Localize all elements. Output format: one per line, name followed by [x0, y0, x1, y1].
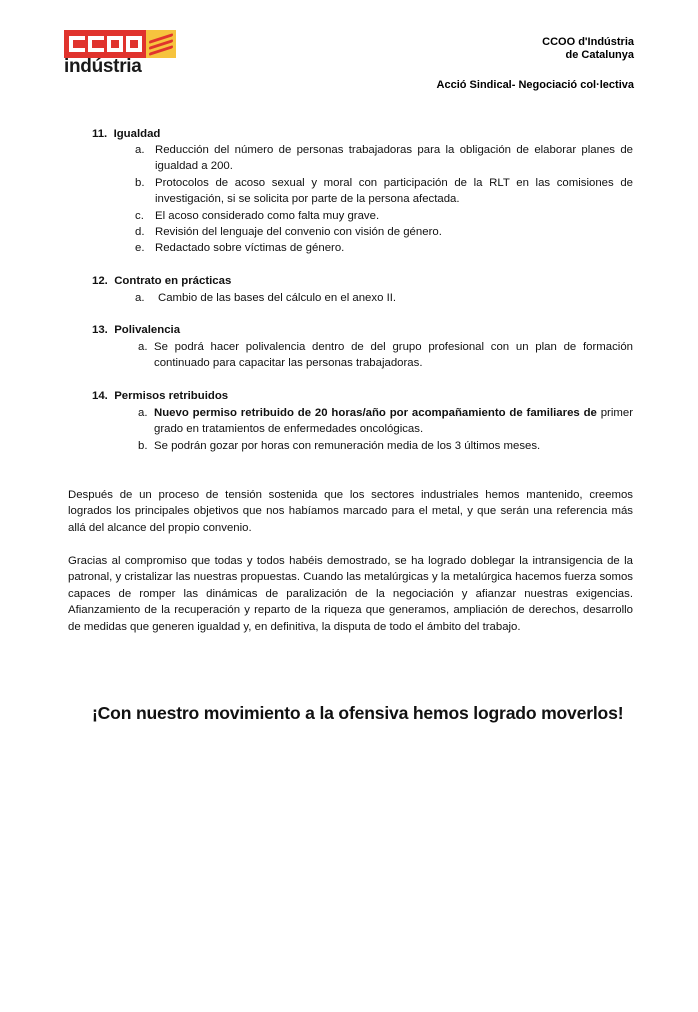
- item-label: d.: [135, 226, 145, 238]
- section-title: [92, 322, 180, 338]
- list-item: [135, 142, 633, 175]
- section-number: 13.: [92, 324, 108, 336]
- section-title: [92, 388, 228, 404]
- list-item: [138, 405, 633, 438]
- closing-paragraph: Después de un proceso de tensión sostenida que los sectores industriales hemos mantenido, creemos logrados los principales objetivos que nos habíamos marcado para el metal, y que serán una referencia más allá del alcance del propio convenio.: [68, 489, 633, 534]
- item-text: Cambio de las bases del cálculo en el anexo II.: [158, 292, 397, 304]
- logo-letter-c: [69, 36, 85, 52]
- item-label: a.: [135, 144, 145, 156]
- slogan: ¡Con nuestro movimiento a la ofensiva hemos logrado moverlos!: [92, 703, 624, 723]
- logo-ccoo-block: [64, 30, 146, 58]
- logo-letter-o: [107, 36, 123, 52]
- section-heading: Contrato en prácticas: [114, 275, 232, 287]
- list-item: [138, 438, 633, 454]
- item-text: Se podrá hacer polivalencia dentro de del grupo profesional con un plan de formación continuado para capacitar las personas trabajadoras.: [154, 341, 633, 370]
- section-number: 12.: [92, 275, 108, 287]
- org-region: de Catalunya: [565, 49, 634, 61]
- section-title: [92, 273, 231, 289]
- item-text: Protocolos de acoso sexual y moral con participación de la RLT en las comisiones de investigación, si se solicita por parte de la persona afectada.: [155, 177, 633, 206]
- item-text: [154, 405, 633, 438]
- item-label: a.: [135, 292, 145, 304]
- item-text: El acoso considerado como falta muy grave.: [155, 210, 380, 222]
- list-item: [135, 240, 633, 256]
- item-text: Redactado sobre víctimas de género.: [155, 242, 345, 254]
- logo-wordmark: indústria: [64, 56, 142, 77]
- department-title: Acció Sindical- Negociació col·lectiva: [436, 79, 634, 91]
- item-label: b.: [138, 440, 148, 452]
- item-text: Se podrán gozar por horas con remuneración media de los 3 últimos meses.: [154, 440, 541, 452]
- list-item: [135, 224, 633, 240]
- section-number: 11.: [92, 128, 108, 140]
- section-title: [92, 126, 160, 142]
- org-name: CCOO d'Indústria: [542, 36, 634, 48]
- list-item: [135, 290, 633, 306]
- list-item: [135, 208, 633, 224]
- item-label: a.: [138, 407, 148, 419]
- item-label: e.: [135, 242, 145, 254]
- section-heading: Igualdad: [113, 128, 161, 140]
- list-item: [138, 339, 633, 372]
- logo-letter-o: [126, 36, 142, 52]
- section-heading: Permisos retribuidos: [114, 390, 229, 402]
- item-text: Reducción del número de personas trabajadoras para la obligación de elaborar planes de igualdad a 200.: [155, 144, 633, 173]
- catalan-flag-icon: [146, 30, 176, 58]
- section-heading: Polivalencia: [114, 324, 181, 336]
- section-number: 14.: [92, 390, 108, 402]
- logo-letter-c: [88, 36, 104, 52]
- item-text-bold: Nuevo permiso retribuido de 20 horas/año por acompañamiento de familiares de: [154, 407, 597, 419]
- item-text: Revisión del lenguaje del convenio con visión de género.: [155, 226, 442, 238]
- list-item: [135, 175, 633, 208]
- closing-paragraph: Gracias al compromiso que todas y todos habéis demostrado, se ha logrado doblegar la intransigencia de la patronal, y cristalizar las nuestras propuestas. Cuando las metalúrgicas y la metalúrgica hacemos fuerza somos capaces de romper las dinámicas de paralización de la negociación y afianzar nuestras exigencias. Afianzamiento de la recuperación y reparto de la riqueza que generamos, ampliación de derechos, desarrollo de medidas que generen igualdad y, en definitiva, la disputa de todo el ámbito del trabajo.: [68, 555, 633, 633]
- item-label: b.: [135, 177, 145, 189]
- item-text-regular: primer grado en tratamientos de enfermedades oncológicas.: [154, 407, 633, 436]
- ccoo-industria-logo: [64, 30, 184, 80]
- item-label: a.: [138, 341, 148, 353]
- item-label: c.: [135, 210, 144, 222]
